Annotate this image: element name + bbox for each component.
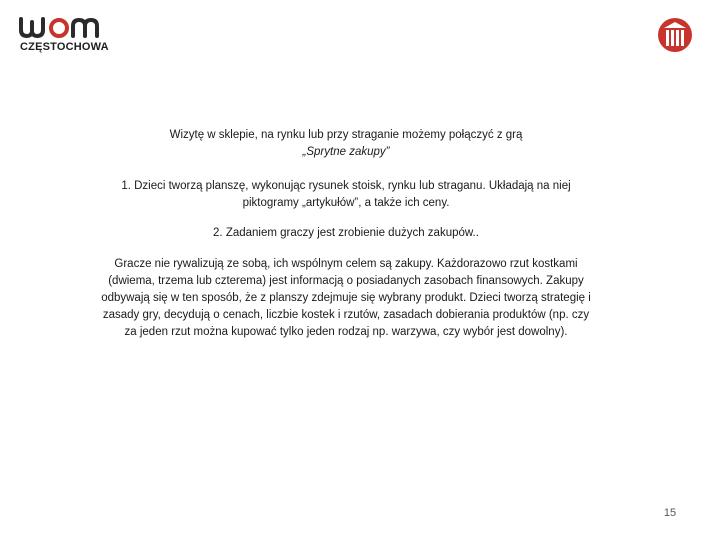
game-name: „Sprytne zakupy”: [302, 146, 390, 158]
point-1: 1. Dzieci tworzą planszę, wykonując rysunek stoisk, rynku lub straganu. Układają na niej piktogramy „artykułów”, a także ich ceny.: [121, 180, 571, 209]
logo-subtitle: CZĘSTOCHOWA: [20, 41, 109, 53]
slide-content: [96, 127, 596, 341]
pillars-emblem-icon: [657, 16, 693, 54]
wom-logo: [18, 14, 114, 62]
rules-text: Gracze nie rywalizują ze sobą, ich wspólnym celem są zakupy. Każdorazowo rzut kostkami (dwiema, trzema lub czterema) jest informacją o posiadanych zasobach finansowych. Zakupy odbywają się w ten sposób, że z planszy zdejmuje się wybrany produkt. Dzieci tworzą strategię i zasady gry, decydują o cenach, liczbie kostek i rzutów, zasadach dobierania produktów (np. czy za jeden rzut można kupować tylko jeden rodzaj np. warzywa, czy wybór jest dowolny).: [101, 258, 591, 338]
intro-text: Wizytę w sklepie, na rynku lub przy straganie możemy połączyć z grą: [169, 129, 523, 141]
wom-wordmark-icon: [18, 14, 114, 42]
point-2: 2. Zadaniem graczy jest zrobienie dużych zakupów..: [213, 227, 479, 239]
page-number: 15: [663, 507, 677, 519]
